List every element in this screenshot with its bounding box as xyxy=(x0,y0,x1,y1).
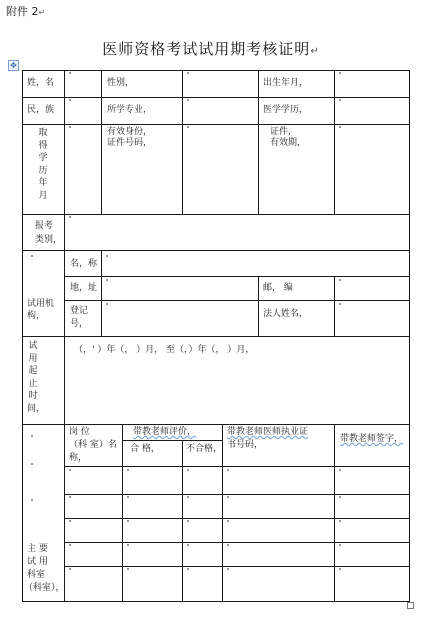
examiner-row-2-signature-cell[interactable]: ˚ xyxy=(338,496,342,505)
teacher-license-label-line-1: 带教老师医师执业证 xyxy=(227,427,309,437)
registration-label-line-2: 号， xyxy=(70,319,89,329)
institution-label-line-1: 试用机 xyxy=(27,299,55,309)
examiner-row-2-qualified-cell[interactable]: ˚ xyxy=(126,496,130,505)
examiner-row-1-qualified-cell[interactable]: ˚ xyxy=(126,469,130,478)
teacher-license-label-line-2: 书号码， xyxy=(227,440,264,450)
examiner-row-1-post-cell[interactable]: ˚ xyxy=(68,469,72,478)
examiner-section-label-line-4: （科室）， xyxy=(24,583,65,593)
legal-representative-value-cell[interactable]: ˚ xyxy=(338,303,342,312)
table-resize-handle-icon[interactable] xyxy=(407,602,414,609)
id-type-label: 有效身份， xyxy=(107,127,153,137)
examiner-row-3-qualified-cell[interactable]: ˚ xyxy=(126,520,130,529)
examiner-section-mark: ˚ xyxy=(30,435,34,444)
id-valid-label: 证件， xyxy=(270,127,298,137)
postcode-value-cell[interactable]: ˚ xyxy=(338,279,342,288)
gender-value-cell[interactable]: ˚ xyxy=(186,72,190,81)
trial-period-label: 试用起止时间， xyxy=(27,341,46,414)
examiner-row-5-signature-cell[interactable]: ˚ xyxy=(338,568,342,577)
qualified-label: 合 格， xyxy=(130,444,160,454)
category-label-line-2: 类别， xyxy=(35,235,63,245)
examiner-row-4-license-cell[interactable]: ˚ xyxy=(226,544,230,553)
institution-address-label: 地，址 xyxy=(70,283,98,293)
examiner-row-3-unqualified-cell[interactable]: ˚ xyxy=(186,520,190,529)
id-valid-period-label: 有效期， xyxy=(270,138,307,148)
id-number-value-cell[interactable]: ˚ xyxy=(186,126,190,135)
birth-date-value-cell[interactable]: ˚ xyxy=(338,72,342,81)
degree-time-value-cell[interactable]: ˚ xyxy=(68,126,72,135)
examiner-section-label-line-3: 科室 xyxy=(27,570,46,580)
institution-name-value-cell[interactable]: ˚ xyxy=(105,255,109,264)
examiner-row-4-signature-cell[interactable]: ˚ xyxy=(338,544,342,553)
examiner-section-mark-3: ˚ xyxy=(30,499,34,508)
category-value-cell[interactable]: ˚ xyxy=(68,216,72,225)
examiner-row-1-unqualified-cell[interactable]: ˚ xyxy=(186,469,190,478)
examiner-row-4-unqualified-cell[interactable]: ˚ xyxy=(186,544,190,553)
birth-date-label: 出生年月， xyxy=(263,78,309,88)
examiner-row-2-unqualified-cell[interactable]: ˚ xyxy=(186,496,190,505)
examiner-row-5-qualified-cell[interactable]: ˚ xyxy=(126,568,130,577)
post-label-line-1: 岗 位 xyxy=(69,427,90,437)
registration-value-cell[interactable]: ˚ xyxy=(105,303,109,312)
name-label: 姓，名 xyxy=(27,78,55,88)
examiner-row-5-license-cell[interactable]: ˚ xyxy=(226,568,230,577)
legal-representative-label: 法人姓名， xyxy=(263,309,309,319)
institution-cell-mark: ˚ xyxy=(30,255,34,264)
examiner-row-3-post-cell[interactable]: ˚ xyxy=(68,520,72,529)
postcode-label: 邮， 编 xyxy=(263,283,293,293)
ethnicity-label: 民，族 xyxy=(27,105,55,115)
examiner-row-4-post-cell[interactable]: ˚ xyxy=(68,544,72,553)
category-label-line-1: 报考 xyxy=(35,221,54,231)
institution-address-value-cell[interactable]: ˚ xyxy=(105,279,109,288)
id-valid-value-cell[interactable]: ˚ xyxy=(338,126,342,135)
examiner-row-3-signature-cell[interactable]: ˚ xyxy=(338,520,342,529)
degree-time-label: 取得学历年月 xyxy=(38,128,48,201)
examiner-row-2-post-cell[interactable]: ˚ xyxy=(68,496,72,505)
examiner-row-1-license-cell[interactable]: ˚ xyxy=(226,469,230,478)
examiner-row-5-unqualified-cell[interactable]: ˚ xyxy=(186,568,190,577)
examiner-section-label-line-1: 主 要 xyxy=(27,544,48,554)
examiner-row-1-signature-cell[interactable]: ˚ xyxy=(338,469,342,478)
examiner-section-mark-2: ˚ xyxy=(30,463,34,472)
institution-name-label: 名，称 xyxy=(70,259,98,269)
education-value-cell[interactable]: ˚ xyxy=(338,99,342,108)
examiner-row-3-license-cell[interactable]: ˚ xyxy=(226,520,230,529)
post-label-line-2: （科 室）名 xyxy=(69,440,117,450)
form-title: 医师资格考试试用期考核证明↵ xyxy=(102,40,319,58)
table-move-handle-icon[interactable]: ✥ xyxy=(8,60,19,71)
examiner-section-label-line-2: 试 用 xyxy=(27,557,48,567)
unqualified-label: 不合格， xyxy=(186,444,223,454)
examiner-row-4-qualified-cell[interactable]: ˚ xyxy=(126,544,130,553)
attachment-label: 附件 2↵ xyxy=(6,5,46,18)
examiner-row-5-post-cell[interactable]: ˚ xyxy=(68,568,72,577)
trial-period-text[interactable]: （，' ）年（， ）月， 至（，）年（， ）月， xyxy=(74,345,255,355)
gender-label: 性别， xyxy=(107,78,135,88)
teacher-evaluation-label: 带教老师评价， xyxy=(133,427,197,437)
major-label: 所学专业， xyxy=(107,105,153,115)
post-label-line-3: 称， xyxy=(69,453,88,463)
id-number-label: 证件号码， xyxy=(107,138,153,148)
name-value-cell[interactable]: ˚ xyxy=(68,72,72,81)
teacher-signature-label: 带教老师签字， xyxy=(340,434,404,444)
examiner-row-2-license-cell[interactable]: ˚ xyxy=(226,496,230,505)
education-label: 医学学历， xyxy=(263,105,309,115)
ethnicity-value-cell[interactable]: ˚ xyxy=(68,99,72,108)
institution-label-line-2: 构， xyxy=(27,311,46,321)
registration-label-line-1: 登记 xyxy=(70,306,89,316)
major-value-cell[interactable]: ˚ xyxy=(186,99,190,108)
